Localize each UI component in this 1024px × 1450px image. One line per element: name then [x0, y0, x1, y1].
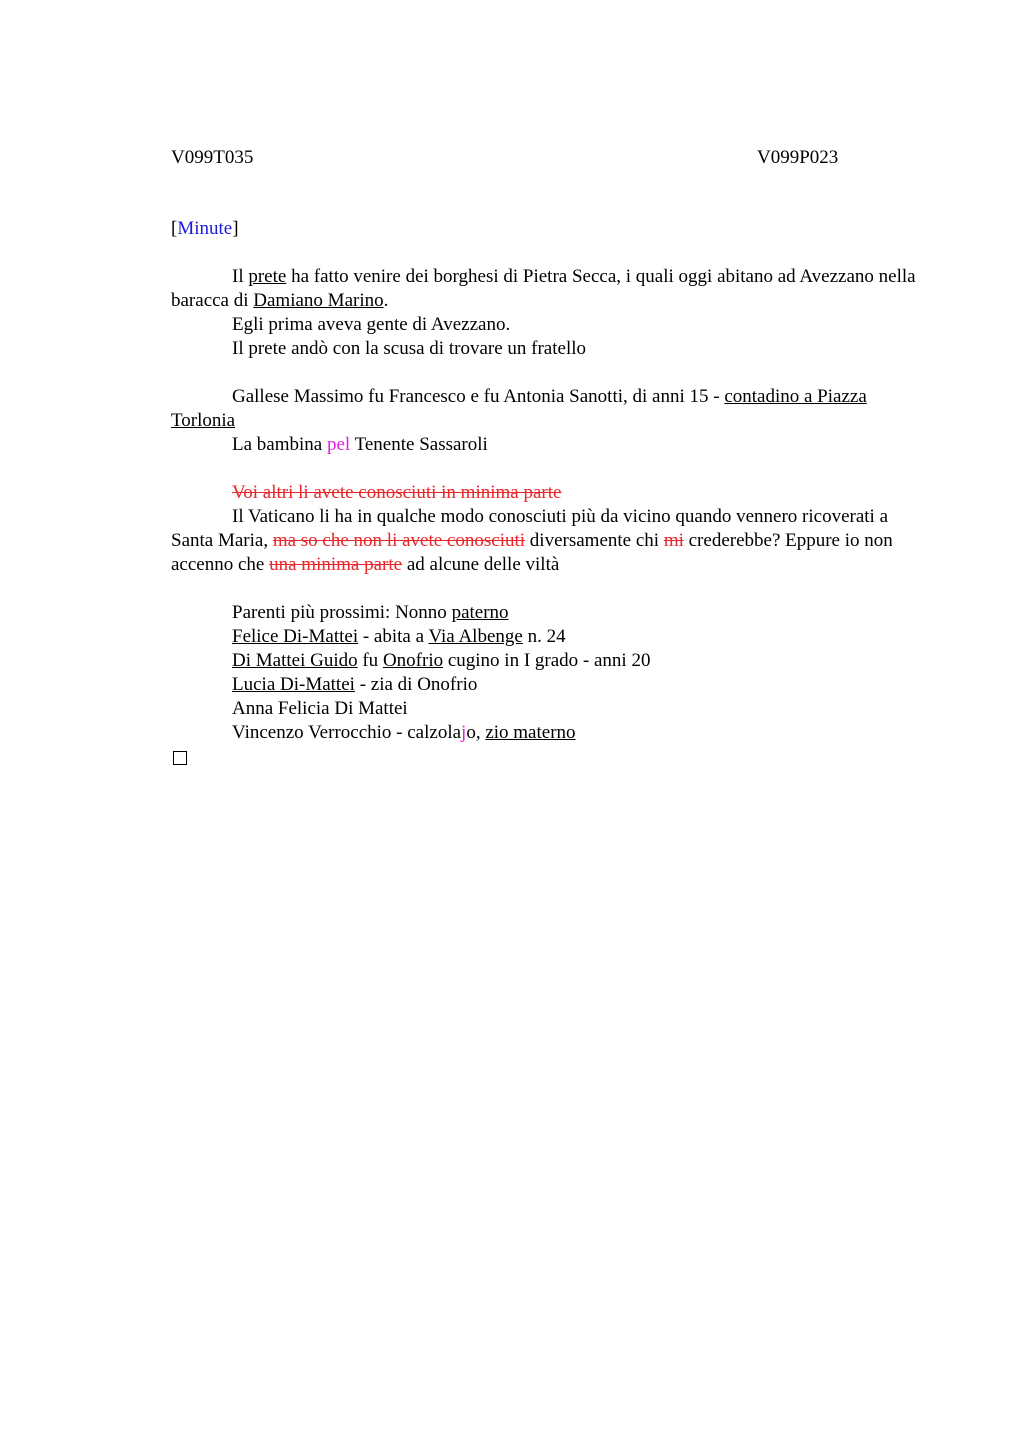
deleted-phrase-3: una minima parte	[269, 554, 403, 575]
document-page	[171, 146, 931, 772]
inserted-j: j	[461, 722, 467, 743]
page-code: V099P023	[757, 147, 839, 168]
end-box	[171, 745, 931, 772]
line-anna: Anna Felicia Di Mattei	[232, 698, 408, 719]
deleted-phrase-2: mi	[663, 530, 684, 551]
paragraph-gallese: Gallese Massimo fu Francesco e fu Antonia Sanotti, di anni 15 - contadino a Piazza Torlonia	[171, 386, 867, 431]
paragraph-vaticano: Il Vaticano li ha in qualche modo conosciuti più da vicino quando vennero ricoverati a Santa Maria, ma so che non li avete conosciuti diversamente chi mi crederebbe? Eppure io non accenno che una minima parte ad alcune delle viltà	[171, 506, 893, 575]
page-header	[171, 146, 931, 170]
section-label: [Minute]	[171, 218, 239, 239]
section-label-word: Minute	[177, 218, 233, 239]
line-guido: Di Mattei Guido fu Onofrio cugino in I grado - anni 20	[232, 650, 651, 671]
struck-line: Voi altri li avete conosciuti in minima parte	[232, 482, 562, 503]
underlined-prete: prete	[248, 266, 287, 287]
line-parenti: Parenti più prossimi: Nonno paterno	[232, 602, 509, 623]
deleted-phrase-1: ma so che non li avete conosciuti	[272, 530, 526, 551]
square-icon	[173, 751, 187, 765]
line-prete-ando: Il prete andò con la scusa di trovare un fratello	[232, 338, 586, 359]
underlined-contadino: contadino a Piazza Torlonia	[171, 386, 867, 431]
line-felice: Felice Di-Mattei - abita a Via Albenge n. 24	[232, 626, 566, 647]
line-egli: Egli prima aveva gente di Avezzano.	[232, 314, 511, 335]
document-code: V099T035	[171, 147, 254, 168]
line-lucia: Lucia Di-Mattei - zia di Onofrio	[232, 674, 478, 695]
line-bambina: La bambina pel Tenente Sassaroli	[232, 434, 488, 455]
underlined-damiano-marino: Damiano Marino	[253, 290, 384, 311]
paragraph-prete: Il prete ha fatto venire dei borghesi di Pietra Secca, i quali oggi abitano ad Avezzano nella baracca di Damiano Marino.	[171, 266, 916, 311]
inserted-pel: pel	[326, 434, 351, 455]
line-vincenzo: Vincenzo Verrocchio - calzolajo, zio materno	[232, 722, 576, 743]
